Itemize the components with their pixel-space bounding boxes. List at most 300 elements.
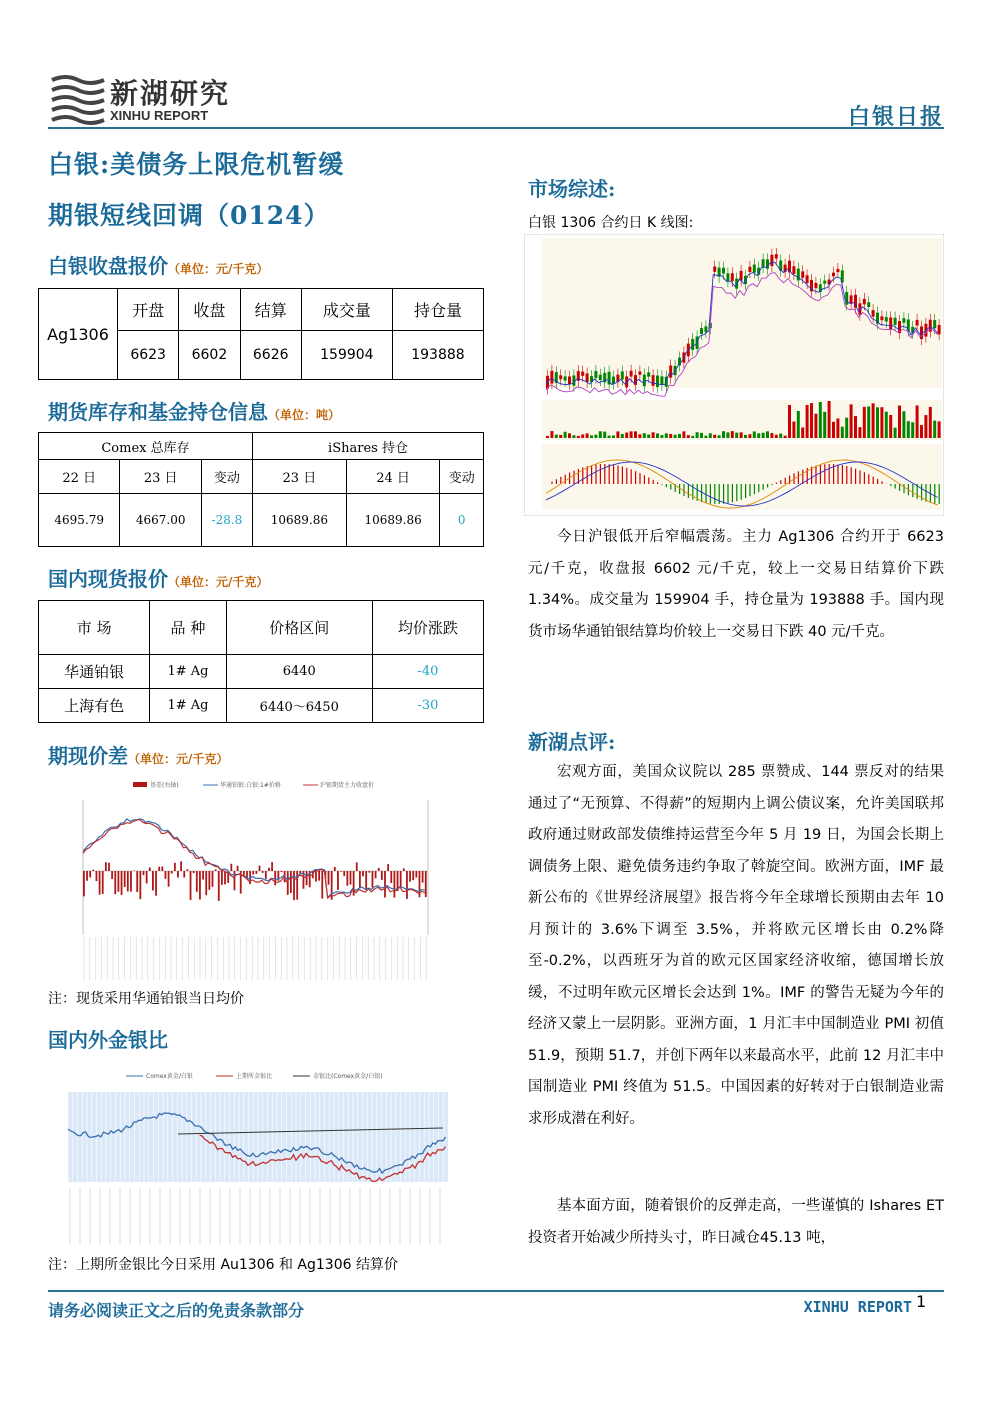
basis-bar <box>89 871 91 877</box>
macd-bar <box>763 484 764 490</box>
volume-bar <box>770 433 773 438</box>
basis-bar <box>337 871 339 890</box>
basis-bar <box>193 871 195 873</box>
volume-bar <box>638 434 641 438</box>
legend-label: Comex黄金/白银 <box>146 1073 193 1080</box>
basis-bar <box>196 871 198 892</box>
legend-label: 华通铂银:白银:1#价格 <box>220 782 281 789</box>
value-cell: 159904 <box>301 331 392 380</box>
volume-bar <box>744 435 747 438</box>
basis-bar <box>334 867 336 871</box>
macd-bar <box>767 484 768 487</box>
macd-bar <box>657 482 658 484</box>
macd-bar <box>609 464 610 484</box>
section-heading-basis <box>48 740 228 769</box>
volume-bar <box>735 433 738 438</box>
close-quote-table <box>38 288 484 380</box>
macd-bar <box>895 484 896 489</box>
macd-bar <box>802 470 803 484</box>
market-paragraph: 今日沪银低开后窄幅震荡。主力 Ag1306 合约开于 6623 元/千克，收盘报 6602 元/千克，较上一交易日结算价下跌 1.34%。成交量为 159904 手，持仓量为 193888 手。国内现货市场华通铂银结算均价较上一交易日下跌 40 元/千克。 <box>528 529 944 640</box>
macd-bar <box>705 484 706 503</box>
basis-bar <box>390 871 392 883</box>
volume-bar <box>665 433 668 438</box>
macd-bar <box>758 484 759 492</box>
basis-bar <box>177 871 179 878</box>
volume-bar <box>625 433 628 438</box>
basis-bar <box>143 871 145 875</box>
volume-bar <box>845 418 848 438</box>
comment-paragraph: 基本面方面，随着银价的反弹走高，一些谨慎的 Ishares ET 投资者开始减少所持头寸，昨日减仓45.13 吨， <box>528 1198 944 1246</box>
macd-bar <box>798 471 799 484</box>
kline-candle <box>564 376 567 380</box>
value-cell: 6623 <box>118 331 179 380</box>
value-cell: 1# Ag <box>150 655 227 689</box>
macd-bar <box>551 482 552 484</box>
volume-bar <box>850 404 853 438</box>
basis-bar <box>92 870 94 871</box>
macd-bar <box>701 484 702 502</box>
macd-bar <box>749 484 750 496</box>
logo <box>48 72 248 128</box>
heading-unit: （单位：元/千克） <box>128 752 229 766</box>
kline-candle <box>863 299 866 304</box>
volume-bar <box>911 422 914 438</box>
kline-candle <box>638 371 641 374</box>
basis-bar <box>146 871 148 883</box>
volume-bar <box>577 436 580 438</box>
macd-bar <box>644 475 645 484</box>
macd-bar <box>679 484 680 494</box>
basis-bar <box>83 871 85 896</box>
kline-candle <box>885 317 888 321</box>
basis-bar <box>149 867 151 871</box>
page-title: 白银:美债务上限危机暂缓 <box>48 150 345 179</box>
volume-bar <box>907 421 910 438</box>
kline-candle <box>599 375 602 380</box>
volume-bar <box>687 435 690 438</box>
section-heading-market: 市场综述: <box>528 177 616 201</box>
volume-bar <box>902 411 905 438</box>
volume-bar <box>876 407 879 438</box>
kline-candle <box>872 310 875 317</box>
volume-bar <box>608 436 611 438</box>
value-cell: 4695.79 <box>39 494 120 547</box>
basis-bar <box>99 871 101 895</box>
basis-bar <box>328 871 330 885</box>
basis-bar <box>259 866 261 871</box>
macd-bar <box>899 484 900 491</box>
basis-bar <box>293 871 295 900</box>
macd-bar <box>934 484 935 503</box>
header-cell: 品 种 <box>150 601 227 655</box>
basis-bar <box>158 867 160 871</box>
header-cell: 市 场 <box>39 601 150 655</box>
basis-bar <box>152 871 154 890</box>
macd-bar <box>723 484 724 504</box>
ratio-legend <box>126 1072 383 1080</box>
volume-bar <box>704 436 707 438</box>
kline-candle <box>845 292 848 305</box>
macd-bar <box>881 481 882 484</box>
heading-unit: （单位：吨） <box>268 408 341 422</box>
macd-bar <box>771 484 772 485</box>
value-cell: 4667.00 <box>120 494 201 547</box>
kline-candle <box>647 372 650 376</box>
macd-bar <box>776 483 777 484</box>
basis-bar <box>102 871 104 894</box>
volume-bar <box>718 435 721 438</box>
macd-bar <box>785 478 786 484</box>
inventory-table <box>38 432 484 547</box>
macd-bar <box>573 471 574 484</box>
volume-bar <box>546 436 549 438</box>
kline-candle <box>775 254 778 258</box>
volume-bar <box>801 427 804 438</box>
basis-bar <box>139 871 141 899</box>
value-cell: -28.8 <box>201 494 252 547</box>
volume-bar <box>916 405 919 438</box>
volume-bar <box>854 416 857 438</box>
kline-candle <box>722 268 725 274</box>
volume-bar <box>630 431 633 438</box>
volume-bar <box>726 432 729 438</box>
volume-bar <box>700 433 703 438</box>
legend-label: 上期所金银比 <box>236 1073 273 1080</box>
basis-note: 注：现货采用华通铂银当日均价 <box>48 991 244 1007</box>
volume-bar <box>674 435 677 438</box>
ratio-note: 注：上期所金银比今日采用 Au1306 和 Ag1306 结算价 <box>48 1257 398 1273</box>
header-cell: 收盘 <box>179 289 240 331</box>
volume-bar <box>863 407 866 438</box>
volume-bar <box>691 436 694 438</box>
volume-bar <box>762 433 765 438</box>
basis-bar <box>121 871 123 895</box>
value-cell: 1# Ag <box>150 689 227 723</box>
kline-candle <box>894 318 897 325</box>
macd-bar <box>661 484 662 485</box>
value-cell: 0 <box>440 494 484 547</box>
basis-bar <box>183 871 185 878</box>
macd-bar <box>925 484 926 502</box>
volume-bar <box>634 431 637 438</box>
basis-bar <box>384 871 386 898</box>
macd-bar <box>639 473 640 484</box>
volume-bar <box>660 435 663 438</box>
kline-candle <box>704 326 707 332</box>
value-cell: 6440～6450 <box>226 689 372 723</box>
basis-bar <box>362 871 364 876</box>
macd-bar <box>939 484 940 504</box>
page-number: 1 <box>916 1292 927 1311</box>
basis-bar <box>224 871 226 884</box>
macd-bar <box>864 472 865 484</box>
header-cell: 22 日 <box>39 460 120 494</box>
value-cell: 10689.86 <box>253 494 347 547</box>
volume-bar <box>828 401 831 438</box>
kline-caption: 白银 1306 合约日 K 线图: <box>528 215 694 231</box>
volume-bar <box>709 433 712 438</box>
volume-bar <box>885 412 888 438</box>
kline-candle <box>550 371 553 384</box>
macd-bar <box>600 464 601 484</box>
basis-bar <box>343 871 345 876</box>
basis-bar <box>155 871 157 896</box>
kline-candle <box>612 377 615 384</box>
volume-bar <box>669 434 672 438</box>
legend-label: 沪银期货主力收盘价 <box>320 782 375 789</box>
heading-text: 期货库存和基金持仓信息 <box>48 400 268 424</box>
macd-bar <box>855 469 856 484</box>
basis-bar <box>111 871 113 879</box>
kline-candle <box>713 266 716 271</box>
volume-bar <box>810 403 813 438</box>
volume-bar <box>586 433 589 438</box>
basis-bar <box>208 871 210 890</box>
macd-bar <box>595 465 596 484</box>
macd-bar <box>587 466 588 484</box>
basis-bar <box>394 871 396 898</box>
macd-bar <box>560 477 561 484</box>
basis-bar <box>127 871 129 891</box>
header-cell: 成交量 <box>301 289 392 331</box>
basis-bar <box>218 871 220 901</box>
volume-bar <box>594 435 597 438</box>
volume-bar <box>555 435 558 438</box>
volume-bar <box>621 434 624 438</box>
kline-candle <box>832 273 835 277</box>
macd-bar <box>745 484 746 498</box>
macd-bar <box>754 484 755 494</box>
volume-bar <box>753 431 756 438</box>
basis-bar <box>387 864 389 871</box>
basis-bar <box>406 871 408 899</box>
basis-bar <box>271 862 273 871</box>
kline-candle <box>559 375 562 379</box>
volume-bar <box>766 431 769 438</box>
macd-bar <box>688 484 689 498</box>
volume-bar <box>929 407 932 438</box>
basis-bar <box>252 871 254 875</box>
value-cell: 10689.86 <box>346 494 440 547</box>
section-heading-spot <box>48 563 268 592</box>
volume-bar <box>841 427 844 438</box>
macd-bar <box>741 484 742 500</box>
basis-bar <box>174 863 176 871</box>
basis-bar <box>356 862 358 871</box>
volume-bar <box>779 434 782 438</box>
kline-candle <box>581 372 584 376</box>
section-heading-close-quote <box>48 250 268 279</box>
volume-bar <box>647 435 650 438</box>
basis-bar <box>372 871 374 888</box>
header-cell: 持仓量 <box>392 289 483 331</box>
macd-bar <box>780 480 781 484</box>
volume-bar <box>858 427 861 438</box>
kline-candle <box>792 266 795 274</box>
kline-candle <box>621 371 624 379</box>
volume-bar <box>603 432 606 438</box>
basis-bar <box>205 871 207 895</box>
value-cell: -40 <box>372 655 483 689</box>
kline-candle <box>902 318 905 323</box>
macd-bar <box>666 484 667 487</box>
kline-candle <box>889 317 892 329</box>
basis-bar <box>346 871 348 886</box>
kline-candle <box>823 281 826 284</box>
kline-candle <box>656 376 659 388</box>
volume-bar <box>612 435 615 438</box>
volume-bar <box>682 431 685 438</box>
disclaimer-link[interactable]: 请务必阅读正文之后的免责条款部分 <box>48 1301 305 1320</box>
page-subtitle: 期银短线回调（0124） <box>48 201 330 230</box>
basis-bar <box>199 871 201 900</box>
basis-bar <box>265 871 267 879</box>
volume-bar <box>581 434 584 438</box>
kline-candle <box>814 283 817 288</box>
volume-bar <box>938 421 941 438</box>
header-cell: 价格区间 <box>226 601 372 655</box>
value-cell: 6602 <box>179 331 240 380</box>
basis-bar <box>400 871 402 887</box>
basis-bar <box>215 869 217 871</box>
group-header: iShares 持仓 <box>253 433 484 460</box>
basis-bar <box>318 871 320 881</box>
volume-bar <box>867 406 870 438</box>
heading-unit: （单位：元/千克） <box>168 575 269 589</box>
volume-bar <box>880 407 883 438</box>
basis-chart <box>48 775 468 985</box>
kline-candle <box>748 267 751 272</box>
header-cell: 均价涨跌 <box>372 601 483 655</box>
volume-bar <box>823 412 826 438</box>
basis-bar <box>415 871 417 878</box>
volume-bar <box>797 411 800 438</box>
macd-bar <box>635 471 636 484</box>
volume-bar <box>696 432 699 438</box>
header-cell: 23 日 <box>120 460 201 494</box>
contract-cell: Ag1306 <box>39 289 118 380</box>
kline-candle <box>691 339 694 350</box>
basis-bar <box>378 868 380 871</box>
macd-bar <box>851 467 852 484</box>
volume-bar <box>568 433 571 438</box>
volume-bar <box>748 434 751 438</box>
kline-candle <box>880 316 883 320</box>
value-cell: 华通铂银 <box>39 655 150 689</box>
macd-bar <box>714 484 715 504</box>
volume-bar <box>920 425 923 438</box>
basis-bar <box>234 871 236 890</box>
volume-bar <box>792 422 795 438</box>
kline-candle <box>669 365 672 377</box>
logo-subtext: XINHU REPORT <box>110 108 209 123</box>
heading-text: 期现价差 <box>48 744 128 768</box>
basis-bar <box>412 871 414 880</box>
basis-bar <box>96 871 98 881</box>
basis-bar <box>86 871 88 881</box>
macd-bar <box>653 480 654 484</box>
footer-divider <box>48 1290 944 1292</box>
kline-candle <box>660 376 663 385</box>
kline-candle <box>762 259 765 267</box>
macd-bar <box>683 484 684 496</box>
basis-bar <box>287 871 289 895</box>
basis-bar <box>118 871 120 892</box>
value-cell: 上海有色 <box>39 689 150 723</box>
basis-bar <box>353 871 355 896</box>
basis-bar <box>321 871 323 899</box>
volume-bar <box>889 415 892 438</box>
basis-bar <box>130 871 132 892</box>
legend-label: 基差(右轴) <box>150 782 179 789</box>
basis-bar <box>212 871 214 887</box>
section-heading-inventory <box>48 396 340 425</box>
ratio-xaxis <box>70 1188 440 1245</box>
macd-bar <box>565 475 566 484</box>
macd-bar <box>868 474 869 484</box>
volume-bar <box>836 418 839 438</box>
macd-bar <box>648 478 649 484</box>
header-cell: 结算 <box>240 289 301 331</box>
kline-candle <box>586 373 589 382</box>
volume-bar <box>559 435 562 438</box>
volume-bar <box>894 428 897 438</box>
legend-label: 金银比(Comex黄金/白银) <box>313 1073 383 1080</box>
basis-bar <box>425 871 427 897</box>
header-cell: 23 日 <box>253 460 347 494</box>
basis-bar <box>290 871 292 893</box>
kline-candle <box>916 320 919 326</box>
basis-bar <box>368 871 370 873</box>
basis-bar <box>365 871 367 890</box>
section-heading-comment: 新湖点评: <box>528 730 616 754</box>
macd-bar <box>670 484 671 490</box>
volume-bar <box>656 433 659 438</box>
basis-bar <box>350 871 352 885</box>
heading-text: 国内现货报价 <box>48 567 168 591</box>
kline-candle <box>938 325 941 334</box>
basis-bar <box>375 871 377 878</box>
volume-bar <box>616 431 619 438</box>
volume-bar <box>678 434 681 438</box>
volume-bar <box>550 431 553 438</box>
volume-bar <box>806 405 809 438</box>
group-header: Comex 总库存 <box>39 433 253 460</box>
macd-bar <box>710 484 711 504</box>
basis-bar <box>171 871 173 874</box>
kline-candle <box>594 371 597 378</box>
volume-bar <box>898 406 901 438</box>
volume-bar <box>564 432 567 438</box>
basis-bar <box>256 871 258 874</box>
volume-bar <box>819 402 822 438</box>
volume-bar <box>924 415 927 438</box>
macd-bar <box>626 468 627 484</box>
volume-bar <box>814 414 817 438</box>
kline-candle <box>652 375 655 386</box>
basis-bar <box>161 867 163 871</box>
basis-legend <box>133 781 374 789</box>
kline-candle <box>850 295 853 303</box>
macd-bar <box>837 464 838 484</box>
kline-chart <box>524 234 944 516</box>
kline-candle <box>867 302 870 307</box>
comment-paragraph: 宏观方面，美国众议院以 285 票赞成、144 票反对的结果通过了“无预算、不得薪”的短期内上调公债议案，允许美国联邦政府通过财政部发债维持运营至今年 5 月 19 日，为国会长期上调债务上限、避免债务违约争取了斡旋空间。欧洲方面，IMF 最新公布的《世界经济展望》报告将今年全球增长预期由去年 10 月预计的 3.6%下调至 3.5%，并将欧元区增长由 0.2%降至-0.2%，以西班牙为首的欧元区国家经济收缩，德国增长放缓，不过明年欧元区增长会达到 1%。IMF 的警告无疑为今年的经济又蒙上一层阴影。亚洲方面，1 月汇丰中国制造业 PMI 初值 51.9，预期 51.7，并创下两年以来最高水平，此前 12 月汇丰中国制造业 PMI 终值为 51.5。中国因素的好转对于白银制造业需求形成潜在利好。 <box>528 764 944 1127</box>
basis-bar <box>422 871 424 883</box>
logo-icon <box>48 72 106 126</box>
macd-bar <box>873 477 874 484</box>
basis-bar <box>202 871 204 880</box>
